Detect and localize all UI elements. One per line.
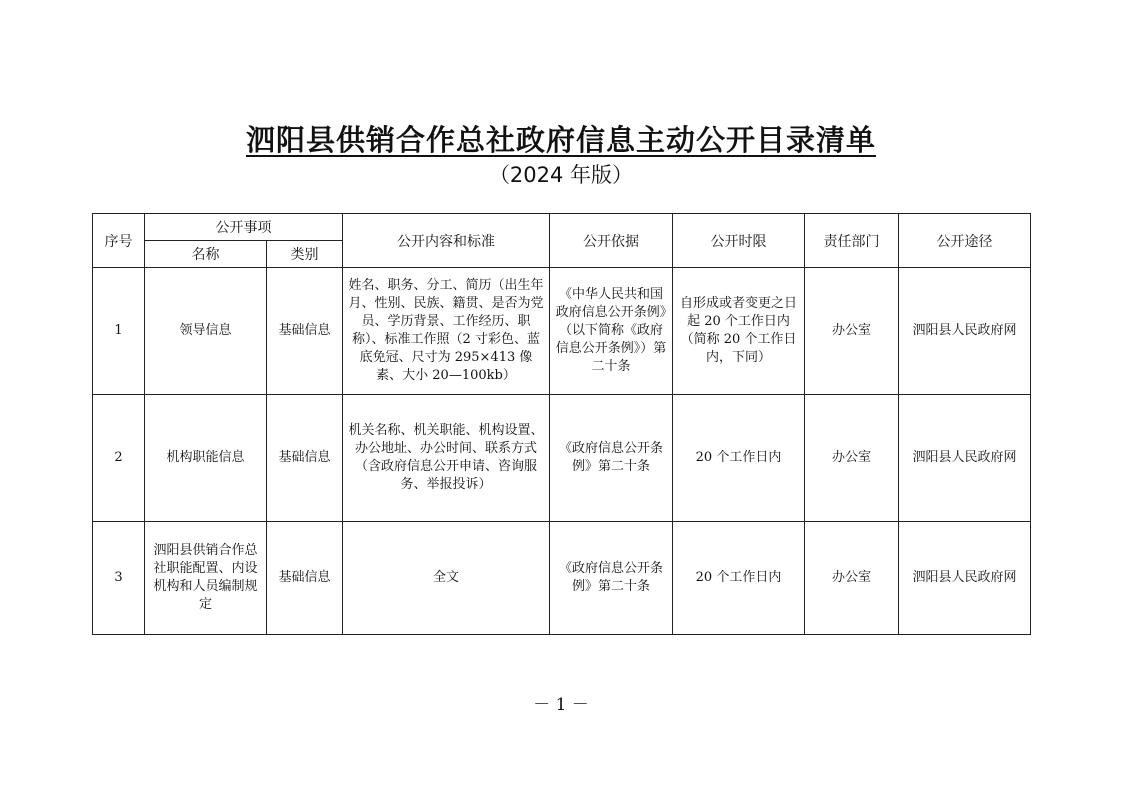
table-row (93, 395, 1031, 522)
document-title-text: 泗阳县供销合作总社政府信息主动公开目录清单 (245, 123, 876, 157)
row-content: 姓名、职务、分工、简历（出生年月、性别、民族、籍贯、是否为党员、学历背景、工作经历、职称）、标准工作照（2 寸彩色、蓝底免冠、尺寸为 295×413 像素、大小 20—100kb） (343, 268, 550, 395)
header-seq: 序号 (93, 214, 145, 268)
header-content: 公开内容和标准 (343, 214, 550, 268)
row-department: 办公室 (805, 268, 899, 395)
row-channel: 泗阳县人民政府网 (899, 395, 1031, 522)
document-subtitle: （2024 年版） (488, 163, 634, 187)
row-basis: 《政府信息公开条例》第二十条 (550, 522, 673, 635)
row-time-limit: 自形成或者变更之日起 20 个工作日内（简称 20 个工作日内，下同） (673, 268, 805, 395)
row-content: 全文 (343, 522, 550, 635)
row-channel: 泗阳县人民政府网 (899, 522, 1031, 635)
header-name: 名称 (145, 241, 267, 268)
row-basis: 《政府信息公开条例》第二十条 (550, 395, 673, 522)
row-category: 基础信息 (267, 522, 343, 635)
page-number: － 1 － (533, 695, 589, 715)
header-time-limit: 公开时限 (673, 214, 805, 268)
row-name: 机构职能信息 (145, 395, 267, 522)
table-header (93, 214, 1031, 268)
header-channel: 公开途径 (899, 214, 1031, 268)
row-name: 领导信息 (145, 268, 267, 395)
row-time-limit: 20 个工作日内 (673, 522, 805, 635)
row-seq: 1 (93, 268, 145, 395)
row-category: 基础信息 (267, 268, 343, 395)
row-seq: 2 (93, 395, 145, 522)
table-row (93, 268, 1031, 395)
header-category: 类别 (267, 241, 343, 268)
header-department: 责任部门 (805, 214, 899, 268)
row-basis: 《中华人民共和国政府信息公开条例》（以下简称《政府信息公开条例》）第二十条 (550, 268, 673, 395)
row-content: 机关名称、机关职能、机构设置、办公地址、办公时间、联系方式（含政府信息公开申请、咨询服务、举报投诉） (343, 395, 550, 522)
row-time-limit: 20 个工作日内 (673, 395, 805, 522)
row-seq: 3 (93, 522, 145, 635)
table-row (93, 522, 1031, 635)
row-category: 基础信息 (267, 395, 343, 522)
row-channel: 泗阳县人民政府网 (899, 268, 1031, 395)
document-title (0, 118, 1122, 159)
header-basis: 公开依据 (550, 214, 673, 268)
row-department: 办公室 (805, 395, 899, 522)
row-department: 办公室 (805, 522, 899, 635)
header-item-group: 公开事项 (145, 214, 343, 241)
disclosure-catalog-table (92, 213, 1031, 635)
row-name: 泗阳县供销合作总社职能配置、内设机构和人员编制规定 (145, 522, 267, 635)
